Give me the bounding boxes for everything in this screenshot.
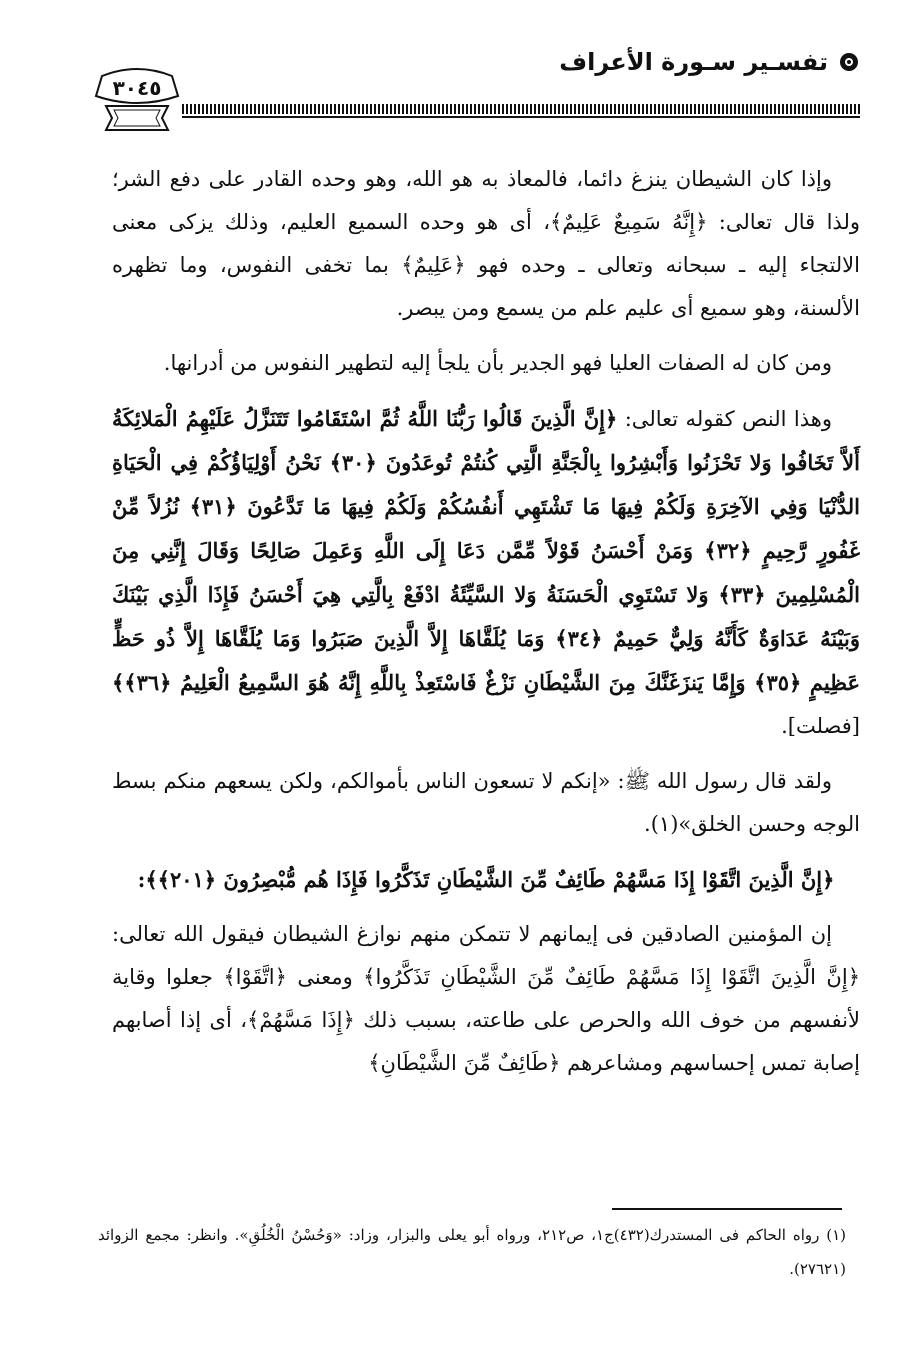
surah-reference: [فصلت].: [781, 714, 860, 738]
paragraph-quran-quote: [112, 397, 860, 748]
footnote: (١) رواه الحاكم فى المستدرك(٤٣٢)ج١، ص٢١٢، ورواه أبو يعلى والبزار، وزاد: «وَحُسْنُ الْخُلُقِ». وانظر: مجمع الزوائد (٢٧٦٢١).: [98, 1226, 846, 1278]
verse-heading: ﴿إِنَّ الَّذِينَ اتَّقَوْا إِذَا مَسَّهُمْ طَائِفٌ مِّنَ الشَّيْطَانِ تَذَكَّرُوا فَإِذَا هُم مُّبْصِرُونَ ﴿٢٠١﴾﴾:: [137, 867, 835, 892]
ornament-icon: [838, 51, 860, 73]
page-header: [92, 48, 860, 138]
paragraph: إن المؤمنين الصادقين فى إيمانهم لا تتمكن منهم نوازغ الشيطان فيقول الله تعالى: ﴿إِنَّ الَّذِينَ اتَّقَوْا إِذَا مَسَّهُمْ طَائِفٌ مِّنَ الشَّيْطَانِ تَذَكَّرُوا﴾ ومعنى ﴿اتَّقَوْا﴾ جعلوا وقاية لأنفسهم من خوف الله والحرص على طاعته، بسبب ذلك ﴿إِذَا مَسَّهُمْ﴾، أى إذا أصابهم إصابة تمس إحساسهم ومشاعرهم ﴿طَائِفٌ مِّنَ الشَّيْطَانِ﴾: [112, 922, 860, 1075]
footnote-divider: [612, 1208, 842, 1210]
paragraph: وإذا كان الشيطان ينزغ دائما، فالمعاذ به هو الله، وهو وحده القادر على دفع الشر؛ ولذا قال تعالى: ﴿إِنَّهُ سَمِيعٌ عَلِيمٌ﴾، أى هو وحده السميع العليم، وذلك يزكى معنى الالتجاء إليه ـ سبحانه وتعالى ـ وحده فهو ﴿عَلِيمٌ﴾ بما تخفى النفوس، وما تظهره الألسنة، وهو سميع أى عليم علم من يسمع ومن يبصر.: [112, 167, 860, 320]
header-rule: [182, 104, 860, 114]
page-title: تفسـير سـورة الأعراف: [559, 48, 828, 76]
header-rule-line: [182, 116, 860, 118]
quran-verse: ﴿إِنَّ الَّذِينَ قَالُوا رَبُّنَا اللَّهُ ثُمَّ اسْتَقَامُوا تَتَنَزَّلُ عَلَيْهِمُ الْمَلائِكَةُ أَلاَّ تَخَافُوا وَلا تَحْزَنُوا وَأَبْشِرُوا بِالْجَنَّةِ الَّتِي كُنتُمْ تُوعَدُونَ ﴿٣٠﴾ نَحْنُ أَوْلِيَاؤُكُمْ فِي الْحَيَاةِ الدُّنْيَا وَفِي الآخِرَةِ وَلَكُمْ فِيهَا مَا تَشْتَهِي أَنفُسُكُمْ وَلَكُمْ فِيهَا مَا تَدَّعُونَ ﴿٣١﴾ نُزُلاً مِّنْ غَفُورٍ رَّحِيمٍ ﴿٣٢﴾ وَمَنْ أَحْسَنُ قَوْلاً مِّمَّن دَعَا إِلَى اللَّهِ وَعَمِلَ صَالِحًا وَقَالَ إِنَّنِي مِنَ الْمُسْلِمِينَ ﴿٣٣﴾ وَلا تَسْتَوِي الْحَسَنَةُ وَلا السَّيِّئَةُ ادْفَعْ بِالَّتِي هِيَ أَحْسَنُ فَإِذَا الَّذِي بَيْنَكَ وَبَيْنَهُ عَدَاوَةٌ كَأَنَّهُ وَلِيٌّ حَمِيمٌ ﴿٣٤﴾ وَمَا يُلَقَّاهَا إِلاَّ الَّذِينَ صَبَرُوا وَمَا يُلَقَّاهَا إِلاَّ ذُو حَظٍّ عَظِيمٍ ﴿٣٥﴾ وَإِمَّا يَنزَغَنَّكَ مِنَ الشَّيْطَانِ نَزْغٌ فَاسْتَعِذْ بِاللَّهِ إِنَّهُ هُوَ السَّمِيعُ الْعَلِيمُ ﴿٣٦﴾﴾: [112, 406, 861, 695]
quote-intro: وهذا النص كقوله تعالى:: [617, 407, 832, 431]
title-box: [559, 48, 860, 76]
paragraph-hadith: ولقد قال رسول الله ﷺ: «إنكم لا تسعون الناس بأموالكم، ولكن يسعهم منكم بسط الوجه وحسن الخلق»(١).: [112, 769, 860, 836]
page-number-badge: [92, 66, 182, 136]
page-number: ٣٠٤٥: [112, 76, 162, 100]
paragraph: ومن كان له الصفات العليا فهو الجدير بأن يلجأ إليه لتطهير النفوس من أدرانها.: [163, 351, 832, 375]
main-text: [112, 158, 860, 1097]
